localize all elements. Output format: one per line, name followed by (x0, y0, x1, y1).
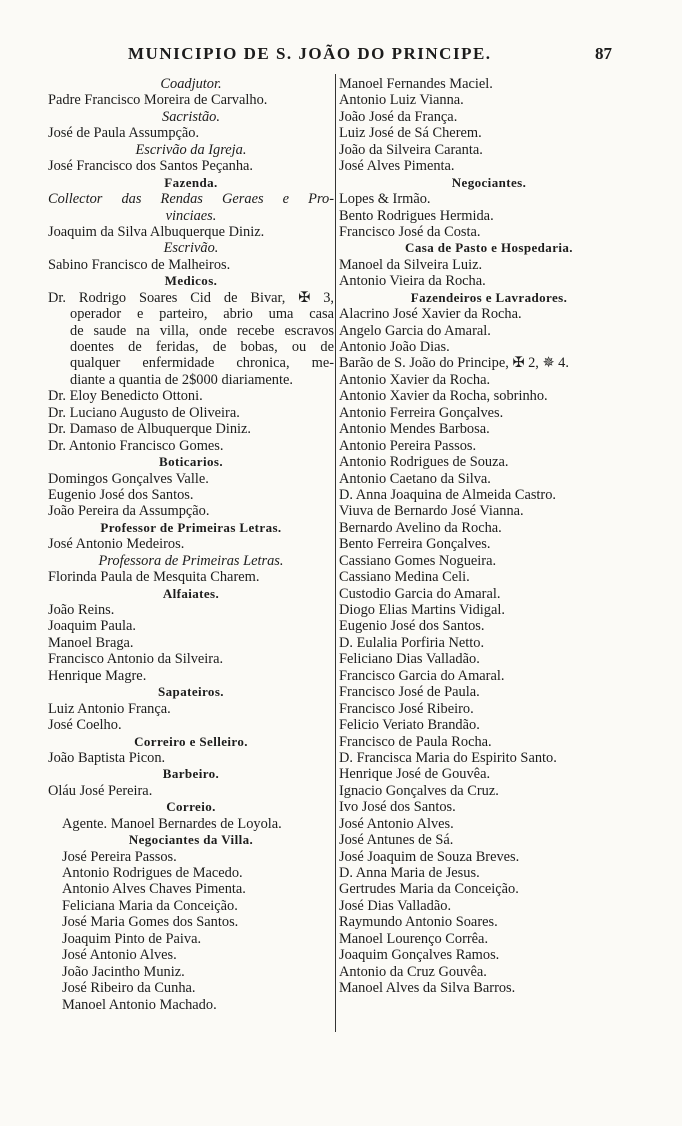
paragraph-line: operador e parteiro, abrio uma casa (70, 306, 334, 323)
list-item: José Maria Gomes dos Santos. (62, 914, 239, 931)
list-item: Dr. Damaso de Albuquerque Diniz. (48, 421, 252, 438)
list-item: Francisco de Paula Rocha. (339, 733, 492, 750)
list-item: Ivo José dos Santos. (339, 799, 456, 816)
list-item: Antonio Xavier da Rocha, sobrinho. (339, 388, 548, 405)
list-item: José Antonio Alves. (339, 815, 454, 832)
list-item: Custodio Garcia do Amaral. (339, 585, 501, 602)
section-heading: Alfaiates. (162, 585, 220, 601)
list-item: Bernardo Avelino da Rocha. (339, 519, 502, 536)
list-item: Francisco José da Costa. (339, 223, 481, 240)
section-heading: Professor de Primeiras Letras. (100, 519, 282, 535)
list-item: Joaquim Paula. (48, 618, 136, 635)
list-item: Raymundo Antonio Soares. (339, 914, 498, 931)
list-item: Feliciano Dias Valladão. (339, 651, 480, 668)
list-item: Henrique Magre. (48, 667, 147, 684)
section-heading: Negociantes. (451, 174, 527, 190)
list-item: Joaquim da Silva Albuquerque Diniz. (48, 223, 265, 240)
list-item: Francisco José Ribeiro. (339, 700, 474, 717)
section-heading: Correiro e Selleiro. (134, 733, 248, 749)
list-item: Antonio Caetano da Silva. (339, 470, 491, 487)
list-item: Sabino Francisco de Malheiros. (48, 256, 231, 273)
list-item: Feliciana Maria da Conceição. (62, 897, 238, 914)
list-item: D. Eulalia Porfiria Netto. (339, 634, 485, 651)
list-item: Antonio da Cruz Gouvêa. (339, 963, 487, 980)
list-item: José Francisco dos Santos Peçanha. (48, 158, 254, 175)
section-heading: Negociantes da Villa. (128, 832, 254, 848)
column-divider (335, 74, 336, 1032)
paragraph-line: qualquer enfermidade chronica, me- (70, 355, 334, 372)
list-item: Bento Rodrigues Hermida. (339, 207, 494, 224)
list-item: Dr. Eloy Benedicto Ottoni. (48, 388, 203, 405)
list-item: José Pereira Passos. (62, 848, 177, 865)
subheading: vinciaes. (165, 207, 217, 224)
section-heading: Boticarios. (159, 454, 223, 470)
list-item: Manoel Alves da Silva Barros. (339, 980, 516, 997)
section-heading: Sapateiros. (158, 684, 224, 700)
list-item: Eugenio José dos Santos. (48, 486, 194, 503)
list-item: Antonio João Dias. (339, 339, 450, 355)
section-heading: Fazendeiros e Lavradores. (410, 289, 568, 305)
list-item: D. Anna Maria de Jesus. (339, 865, 480, 881)
list-item: José Coelho. (48, 717, 122, 734)
list-item: Francisco Garcia do Amaral. (339, 667, 505, 684)
list-item: Antonio Rodrigues de Souza. (339, 454, 509, 471)
list-item: Bento Ferreira Gonçalves. (339, 536, 491, 553)
list-item: José Joaquim de Souza Breves. (339, 848, 520, 865)
list-item: Oláu José Pereira. (48, 782, 153, 799)
list-item: Antonio Mendes Barbosa. (339, 421, 490, 438)
list-item: Dr. Antonio Francisco Gomes. (48, 437, 224, 454)
list-item: Antonio Pereira Passos. (339, 437, 477, 454)
section-heading: Medicos. (164, 273, 218, 289)
list-item: D. Anna Joaquina de Almeida Castro. (339, 486, 557, 503)
list-item: João Baptista Picon. (48, 749, 166, 766)
list-item: João da Silveira Caranta. (339, 141, 483, 158)
list-item: Henrique José de Gouvêa. (339, 766, 491, 783)
subheading: Collector das Rendas Geraes e Pro- (48, 191, 334, 208)
list-item: Angelo Garcia do Amaral. (339, 322, 491, 339)
list-item: Manoel Lourenço Corrêa. (339, 930, 489, 947)
paragraph-line: Dr. Rodrigo Soares Cid de Bivar, ✠ 3, (48, 289, 334, 306)
list-item: João Reins. (48, 602, 115, 618)
list-item: Viuva de Bernardo José Vianna. (339, 503, 524, 520)
list-item: Diogo Elias Martins Vidigal. (339, 602, 505, 618)
list-item: José Dias Valladão. (339, 897, 452, 914)
list-item: Francisco José de Paula. (339, 684, 480, 701)
list-item: Luiz Antonio França. (48, 700, 171, 717)
paragraph-line: diante a quantia de 2$000 diariamente. (70, 371, 293, 388)
section-heading: Correio. (166, 799, 216, 815)
list-item: Cassiano Medina Celi. (339, 569, 470, 586)
list-item: Antonio Rodrigues de Macedo. (62, 865, 243, 881)
list-item: Agente. Manoel Bernardes de Loyola. (62, 815, 282, 832)
list-item: Gertrudes Maria da Conceição. (339, 881, 519, 898)
left-column (48, 76, 334, 1013)
list-item: João Jacintho Muniz. (62, 963, 185, 980)
list-item: José Antonio Alves. (62, 947, 177, 964)
list-item: Luiz José de Sá Cherem. (339, 125, 482, 142)
list-item: Florinda Paula de Mesquita Charem. (48, 569, 260, 586)
list-item: Francisco Antonio da Silveira. (48, 651, 224, 668)
list-item: Antonio Xavier da Rocha. (339, 371, 491, 388)
subheading: Escrivão da Igreja. (135, 141, 247, 158)
page-header (0, 44, 682, 68)
list-item: José Ribeiro da Cunha. (62, 980, 196, 997)
list-item: Felicio Veriato Brandão. (339, 717, 480, 734)
list-item: Antonio Ferreira Gonçalves. (339, 404, 504, 421)
list-item: Barão de S. João do Principe, ✠ 2, ✵ 4. (339, 355, 569, 372)
list-item: Manoel da Silveira Luiz. (339, 256, 483, 273)
list-item: Padre Francisco Moreira de Carvalho. (48, 92, 268, 109)
list-item: Lopes & Irmão. (339, 191, 431, 208)
subheading: Sacristão. (162, 108, 220, 125)
list-item: Joaquim Gonçalves Ramos. (339, 947, 500, 964)
right-column (339, 76, 639, 997)
subheading: Professora de Primeiras Letras. (98, 552, 284, 569)
list-item: Dr. Luciano Augusto de Oliveira. (48, 404, 240, 421)
section-heading: Barbeiro. (162, 766, 220, 782)
subheading: Coadjutor. (160, 76, 222, 92)
list-item: Antonio Alves Chaves Pimenta. (62, 881, 246, 898)
list-item: Alacrino José Xavier da Rocha. (339, 306, 522, 323)
list-item: João Pereira da Assumpção. (48, 503, 210, 520)
list-item: Joaquim Pinto de Paiva. (62, 930, 202, 947)
list-item: Ignacio Gonçalves da Cruz. (339, 782, 499, 799)
list-item: Manoel Antonio Machado. (62, 996, 217, 1013)
list-item: Domingos Gonçalves Valle. (48, 470, 209, 487)
list-item: José Antonio Medeiros. (48, 536, 185, 553)
list-item: Cassiano Gomes Nogueira. (339, 552, 497, 569)
list-item: Manoel Fernandes Maciel. (339, 76, 493, 92)
list-item: José de Paula Assumpção. (48, 125, 200, 142)
section-heading: Casa de Pasto e Hospedaria. (405, 240, 573, 256)
page-title: MUNICIPIO DE S. JOÃO DO PRINCIPE. (128, 44, 492, 63)
list-item: Eugenio José dos Santos. (339, 618, 485, 635)
section-heading: Fazenda. (164, 174, 218, 190)
page-number: 87 (595, 44, 612, 63)
list-item: Antonio Vieira da Rocha. (339, 273, 486, 290)
subheading: Escrivão. (163, 240, 219, 257)
list-item: João José da França. (339, 108, 458, 125)
list-item: Antonio Luiz Vianna. (339, 92, 464, 109)
list-item: José Alves Pimenta. (339, 158, 455, 175)
list-item: José Antunes de Sá. (339, 832, 454, 849)
paragraph-line: doentes de feridas, de bobas, ou de (70, 339, 334, 355)
paragraph-line: de saude na villa, onde recebe escravos (70, 322, 334, 339)
list-item: D. Francisca Maria do Espirito Santo. (339, 749, 557, 766)
list-item: Manoel Braga. (48, 634, 134, 651)
